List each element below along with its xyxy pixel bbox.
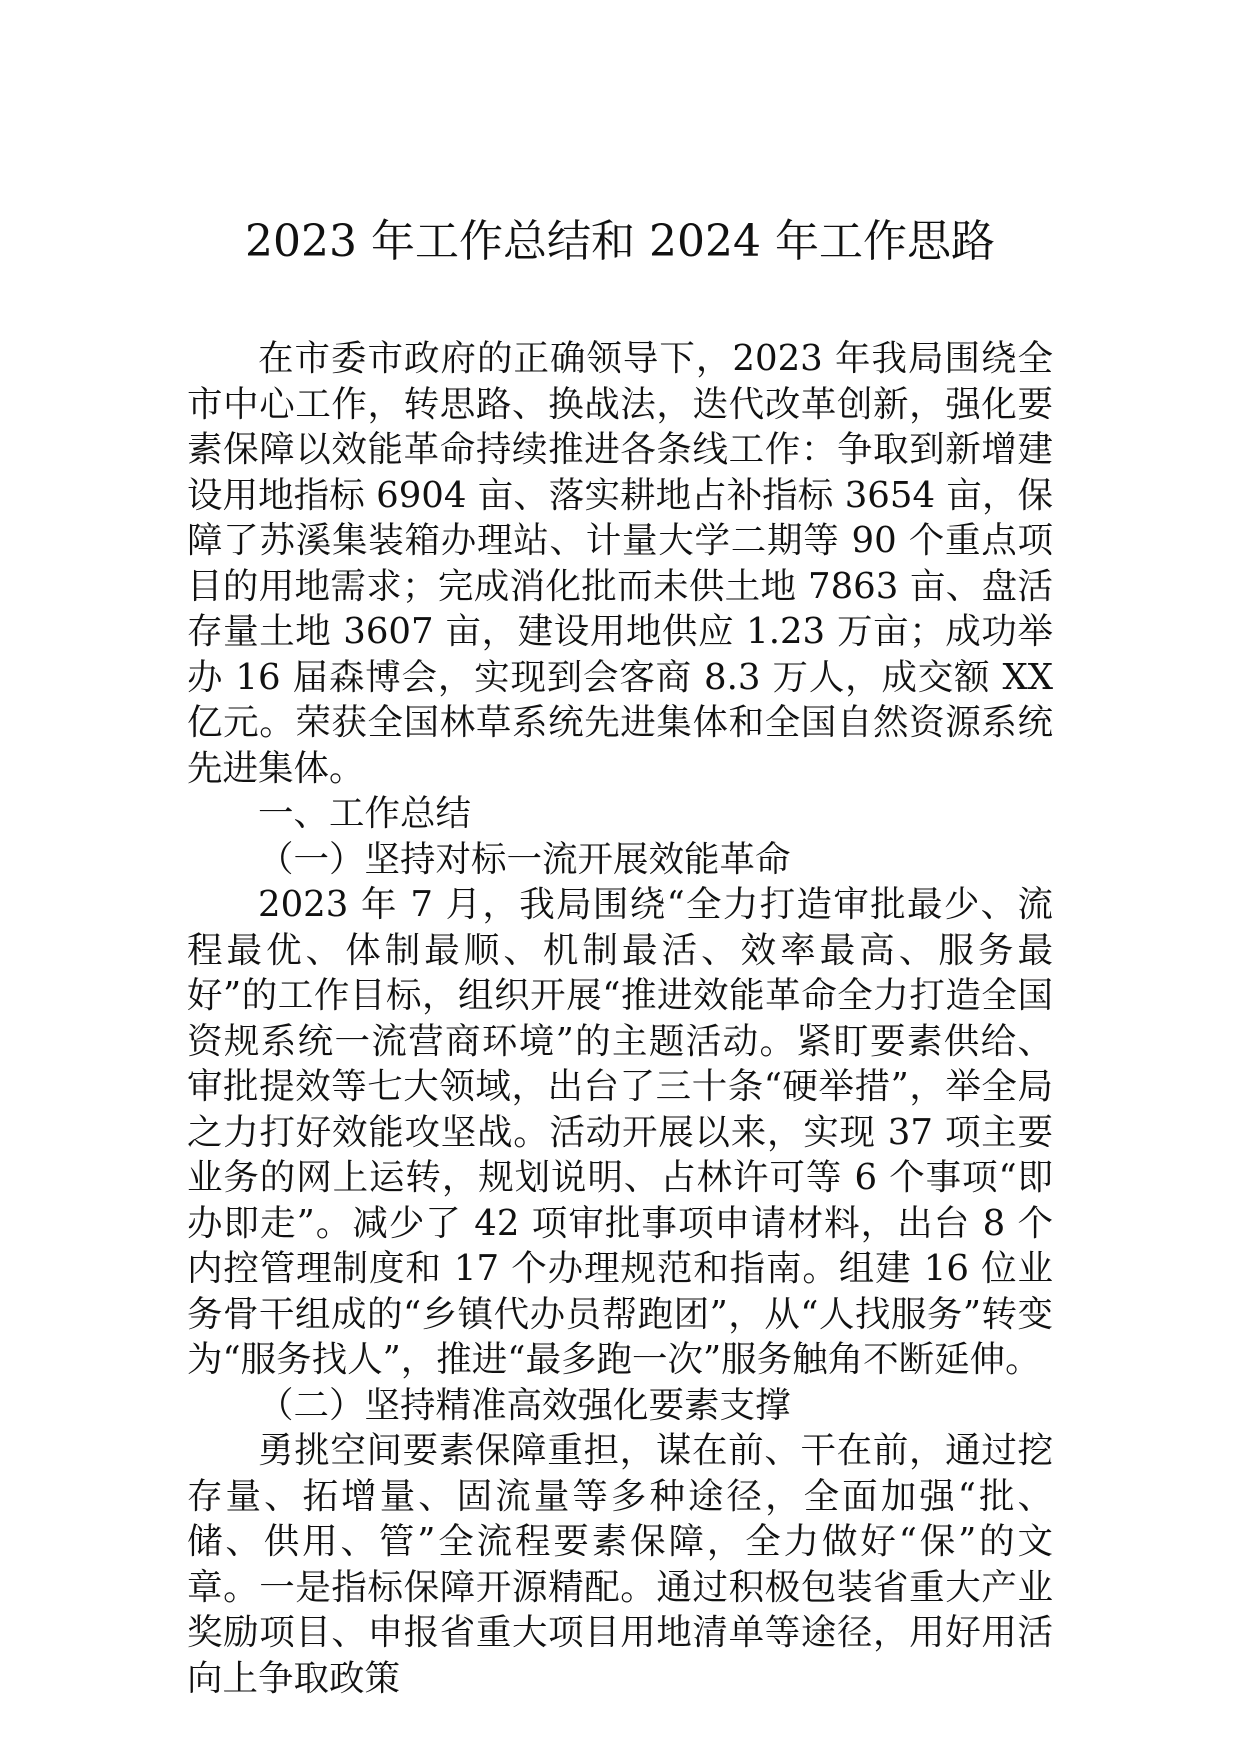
document-title: 2023 年工作总结和 2024 年工作思路 bbox=[245, 216, 995, 267]
subsection-heading-1: （一）坚持对标一流开展效能革命 bbox=[258, 838, 791, 880]
document-body bbox=[187, 336, 1053, 1701]
section-heading-work-summary: 一、工作总结 bbox=[258, 793, 472, 834]
subsection-1-paragraph: 2023 年 7 月，我局围绕“全力打造审批最少、流程最优、体制最顺、机制最活、效率最高、服务最好”的工作目标，组织开展“推进效能革命全力打造全国资规系统一流营商环境”的主题活动。紧盯要素供给、审批提效等七大领域，出台了三十条“硬举措”，举全局之力打好效能攻坚战。活动开展以来，实现 37 项主要业务的网上运转，规划说明、占林许可等 6 个事项“即办即走”。减少了 42 项审批事项申请材料，出台 8 个内控管理制度和 17 个办理规范和指南。组建 16 位业务骨干组成的“乡镇代办员帮跑团”，从“人找服务”转变为“服务找人”，推进“最多跑一次”服务触角不断延伸。 bbox=[187, 884, 1053, 1380]
intro-paragraph: 在市委市政府的正确领导下，2023 年我局围绕全市中心工作，转思路、换战法，迭代改革创新，强化要素保障以效能革命持续推进各条线工作：争取到新增建设用地指标 6904 亩、落实耕地占补指标 3654 亩，保障了苏溪集装箱办理站、计量大学二期等 90 个重点项目的用地需求；完成消化批而未供土地 7863 亩、盘活存量土地 3607 亩，建设用地供应 1.23 万亩；成功举办 16 届森博会，实现到会客商 8.3 万人，成交额 XX 亿元。荣获全国林草系统先进集体和全国自然资源系统先进集体。 bbox=[187, 338, 1053, 789]
subsection-2-paragraph: 勇挑空间要素保障重担，谋在前、干在前，通过挖存量、拓增量、固流量等多种途径，全面加强“批、储、供用、管”全流程要素保障，全力做好“保”的文章。一是指标保障开源精配。通过积极包装省重大产业奖励项目、申报省重大项目用地清单等途径，用好用活向上争取政策 bbox=[187, 1430, 1053, 1699]
subsection-heading-2: （二）坚持精准高效强化要素支撑 bbox=[258, 1384, 791, 1426]
